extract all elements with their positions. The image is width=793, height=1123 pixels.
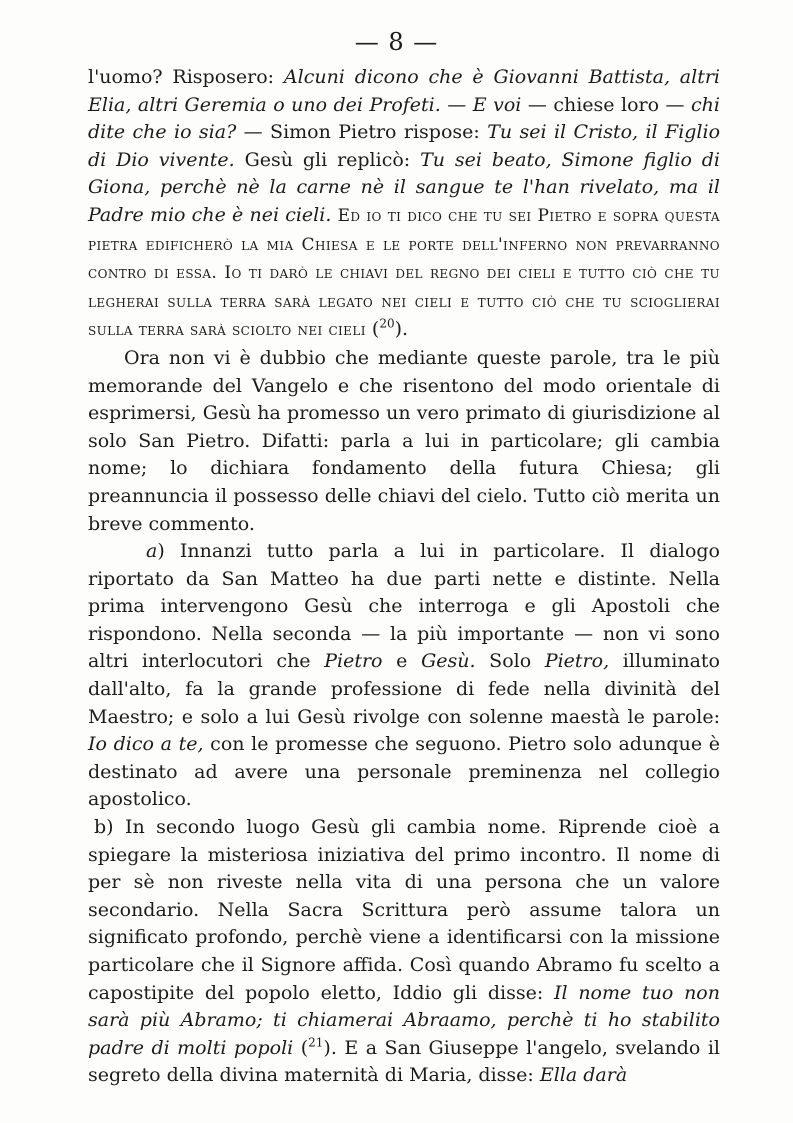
paragraph-commentary: Ora non vi è dubbio che mediante queste parole, tra le più memorande del Vangelo e che risentono del modo orientale di esprimersi, Gesù ha promesso un vero primato di giurisdizione al solo San Pietro. Difatti: parla a lui in particolare; gli cambia nome; lo dichiara fondamento della futura Chiesa; gli preannuncia il possesso delle chiavi del cielo. Tutto ciò merita un breve commento. [88, 346, 720, 535]
italic-quote: Tu sei beato, Simone figlio di Giona, perchè nè la carne nè il sangue te l'han rivelato, ma il Padre mio che è nei cieli. [88, 148, 720, 226]
text-run: e [382, 650, 422, 673]
paragraph-point-a [88, 538, 720, 814]
text-run: ) Innanzi tutto parla a lui in particolare. Il dialogo riportato da San Matteo ha due parti nette e distinte. Nella prima intervengono Gesù che interroga e gli Apostoli che rispondono. Nella seconda — la più importante — non vi sono altri interlocutori che [88, 540, 720, 673]
italic-quote: Il nome tuo non sarà più Abramo; ti chiamerai Abraamo, perchè ti ho stabilito padre di molti popoli [88, 981, 720, 1059]
italic-term: Pietro [324, 650, 383, 673]
text-run: ). E a San Giuseppe l'angelo, svelando il segreto della divina maternità di Maria, disse: [88, 1036, 720, 1087]
body-text [88, 64, 720, 1090]
italic-quote: Alcuni dicono che è Giovanni Battista, altri Elia, altri Geremia o uno dei Profeti. [88, 66, 720, 116]
italic-term: Pietro, [544, 650, 610, 673]
small-caps-quote: Ed io ti dico che tu sei Pietro e sopra questa pietra edificherò la mia Chiesa e le porte dell'inferno non prevarranno contro di essa. Io ti darò le chiavi del regno dei cieli e tutto ciò che tu legherai sulla terra sarà legato nei cieli e tutto ciò che tu scioglierai sulla terra sarà sciolto nei cieli [88, 205, 720, 341]
text-run: — [440, 93, 473, 116]
text-run: con le promesse che seguono. Pietro solo adunque è destinato ad avere una personale preminenza nel collegio apostolico. [88, 733, 720, 811]
text-run: ( [293, 1036, 309, 1059]
text-run: l'uomo? Risposero: [88, 66, 284, 88]
footnote-ref: 20 [379, 317, 395, 332]
footnote-ref: 21 [308, 1035, 324, 1050]
italic-quote: Io dico a te, [88, 733, 204, 756]
paragraph-gospel-quote [88, 64, 720, 345]
paragraph-point-b [88, 814, 720, 1090]
text-run: ( [365, 318, 380, 341]
italic-quote: chi dite che io sia? [88, 93, 720, 144]
italic-term: Gesù. [421, 650, 476, 673]
text-run: — Simon Pietro rispose: [236, 121, 488, 144]
point-label: a [146, 540, 158, 563]
italic-quote: Ella darà [539, 1064, 628, 1087]
italic-quote: E voi [472, 93, 522, 116]
text-run: b) In secondo luogo Gesù gli cambia nome. Riprende cioè a spiegare la misteriosa iniziativa del primo incontro. Il nome di per sè non riveste nella vita di una persona che un valore secondario. Nella Sacra Scrittura però assume talora un significato profondo, perchè viene a identificarsi con la missione particolare che il Signore affida. Così quando Abramo fu scelto a capostipite del popolo eletto, Iddio gli disse: [88, 816, 720, 1004]
text-run: — chiese loro — [521, 93, 692, 116]
page-number: — 8 — [354, 28, 439, 56]
text-run: Solo [475, 650, 545, 673]
text-run: Gesù gli replicò: [234, 148, 421, 171]
text-run: ). [394, 318, 409, 341]
text-run: illuminato dall'alto, fa la grande professione di fede nella divinità del Maestro; e solo a lui Gesù rivolge con solenne maestà le parole: [88, 650, 720, 728]
italic-quote: Tu sei il Cristo, il Figlio di Dio vivente. [88, 121, 721, 171]
